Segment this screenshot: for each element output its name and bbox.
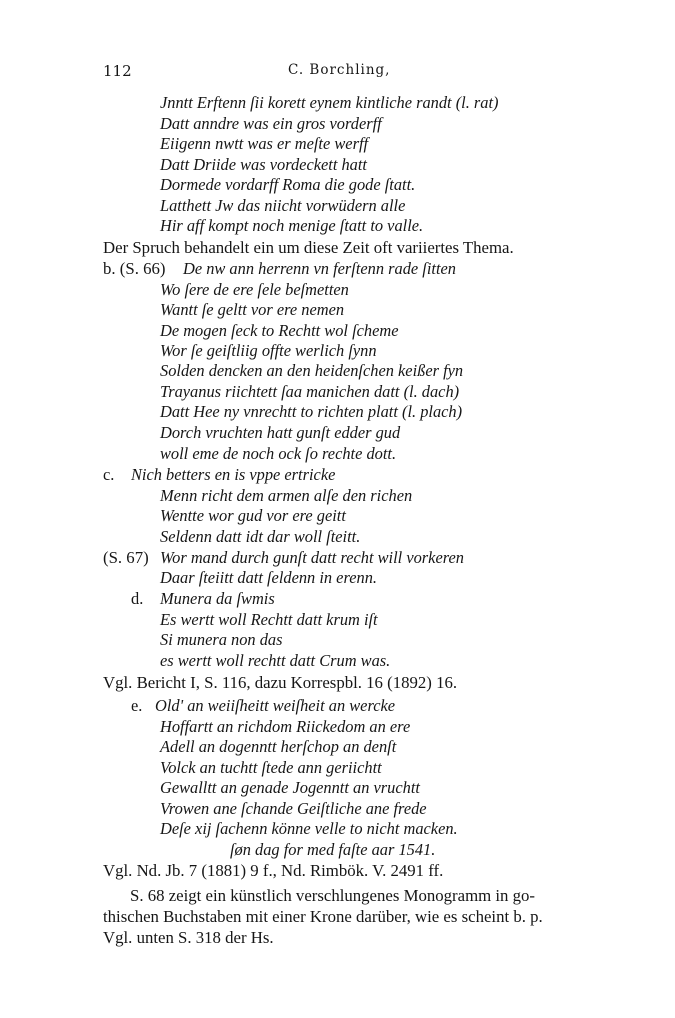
verse-line: Hoffartt an richdom Riickedom an ere <box>160 717 411 736</box>
verse-line: Trayanus riichtett ſaa manichen datt (l. dach) <box>160 382 460 401</box>
verse-line: Deſe xij ſachenn könne velle to nicht macken. <box>160 819 458 838</box>
verse-line: Daar ſteiitt datt ſeldenn in erenn. <box>160 568 377 587</box>
verse-line: Datt Hee ny vnrechtt to richten platt (l. plach) <box>160 402 463 421</box>
commentary-line: Vgl. Nd. Jb. 7 (1881) 9 f., Nd. Rimbök. V. 2491 ff. <box>103 861 444 880</box>
commentary-line: Vgl. Bericht I, S. 116, dazu Korrespbl. 16 (1892) 16. <box>103 673 458 692</box>
entry-label-d: d. <box>131 589 144 608</box>
verse-line: Menn richt dem armen alſe den richen <box>160 486 413 505</box>
entry-label-e: e. <box>131 696 143 715</box>
verse-line: es wertt woll rechtt datt Crum was. <box>160 651 391 670</box>
verse-line: Jnntt Erftenn ſii korett eynem kintliche randt (l. rat) <box>160 93 499 112</box>
commentary-line: Vgl. unten S. 318 der Hs. <box>103 928 274 947</box>
verse-line: Munera da ſwmis <box>160 589 275 608</box>
entry-label-b: b. (S. 66) <box>103 259 166 278</box>
verse-line: Old' an weiiſheitt weiſheit an wercke <box>155 696 396 715</box>
verse-line: De mogen ſeck to Rechtt wol ſcheme <box>160 321 399 340</box>
verse-line: Wor ſe geiſtliig offte werlich ſynn <box>160 341 377 360</box>
commentary-line: thischen Buchstaben mit einer Krone darüber, wie es scheint b. p. <box>103 907 543 926</box>
commentary-line: Der Spruch behandelt ein um diese Zeit oft variiertes Thema. <box>103 238 514 257</box>
verse-line: Wo ſere de ere ſele beſmetten <box>160 280 349 299</box>
verse-line: Wantt ſe geltt vor ere nemen <box>160 300 345 319</box>
verse-line: De nw ann herrenn vn ferſtenn rade ſitten <box>183 259 456 278</box>
verse-line: Adell an dogenntt herſchop an denſt <box>160 737 397 756</box>
verse-line: Volck an tuchtt ſtede ann geriichtt <box>160 758 382 777</box>
page-number: 112 <box>103 62 132 80</box>
verse-line: Seldenn datt idt dar woll ſteitt. <box>160 527 361 546</box>
verse-line: Latthett Jw das niicht vorwüdern alle <box>160 196 406 215</box>
verse-line: Nich betters en is vppe ertricke <box>131 465 336 484</box>
verse-line: Eiigenn nwtt was er meſte werff <box>160 134 369 153</box>
running-head: C. Borchling, <box>288 62 391 78</box>
verse-line: Si munera non das <box>160 630 283 649</box>
commentary-line: S. 68 zeigt ein künstlich verschlungenes Monogramm in go- <box>130 886 536 905</box>
verse-line: ſøn dag for med faſte aar 1541. <box>230 840 436 859</box>
manuscript-page-ref: (S. 67) <box>103 548 149 567</box>
verse-line: Wentte wor gud vor ere geitt <box>160 506 346 525</box>
verse-line: Solden dencken an den heidenſchen keißer fyn <box>160 361 464 380</box>
page-header <box>0 62 675 82</box>
verse-line: Datt Driide was vordeckett hatt <box>160 155 367 174</box>
entry-label-c: c. <box>103 465 115 484</box>
verse-line: woll eme de noch ock ſo rechte dott. <box>160 444 397 463</box>
verse-line: Wor mand durch gunſt datt recht will vorkeren <box>160 548 464 567</box>
verse-line: Vrowen ane ſchande Geiſtliche ane frede <box>160 799 427 818</box>
verse-line: Hir aff kompt noch menige ſtatt to valle. <box>160 216 424 235</box>
verse-line: Dormede vordarff Roma die gode ſtatt. <box>160 175 416 194</box>
verse-line: Datt anndre was ein gros vorderff <box>160 114 382 133</box>
verse-line: Es wertt woll Rechtt datt krum iſt <box>160 610 378 629</box>
verse-line: Dorch vruchten hatt gunſt edder gud <box>160 423 401 442</box>
verse-line: Gewalltt an genade Jogenntt an vruchtt <box>160 778 420 797</box>
